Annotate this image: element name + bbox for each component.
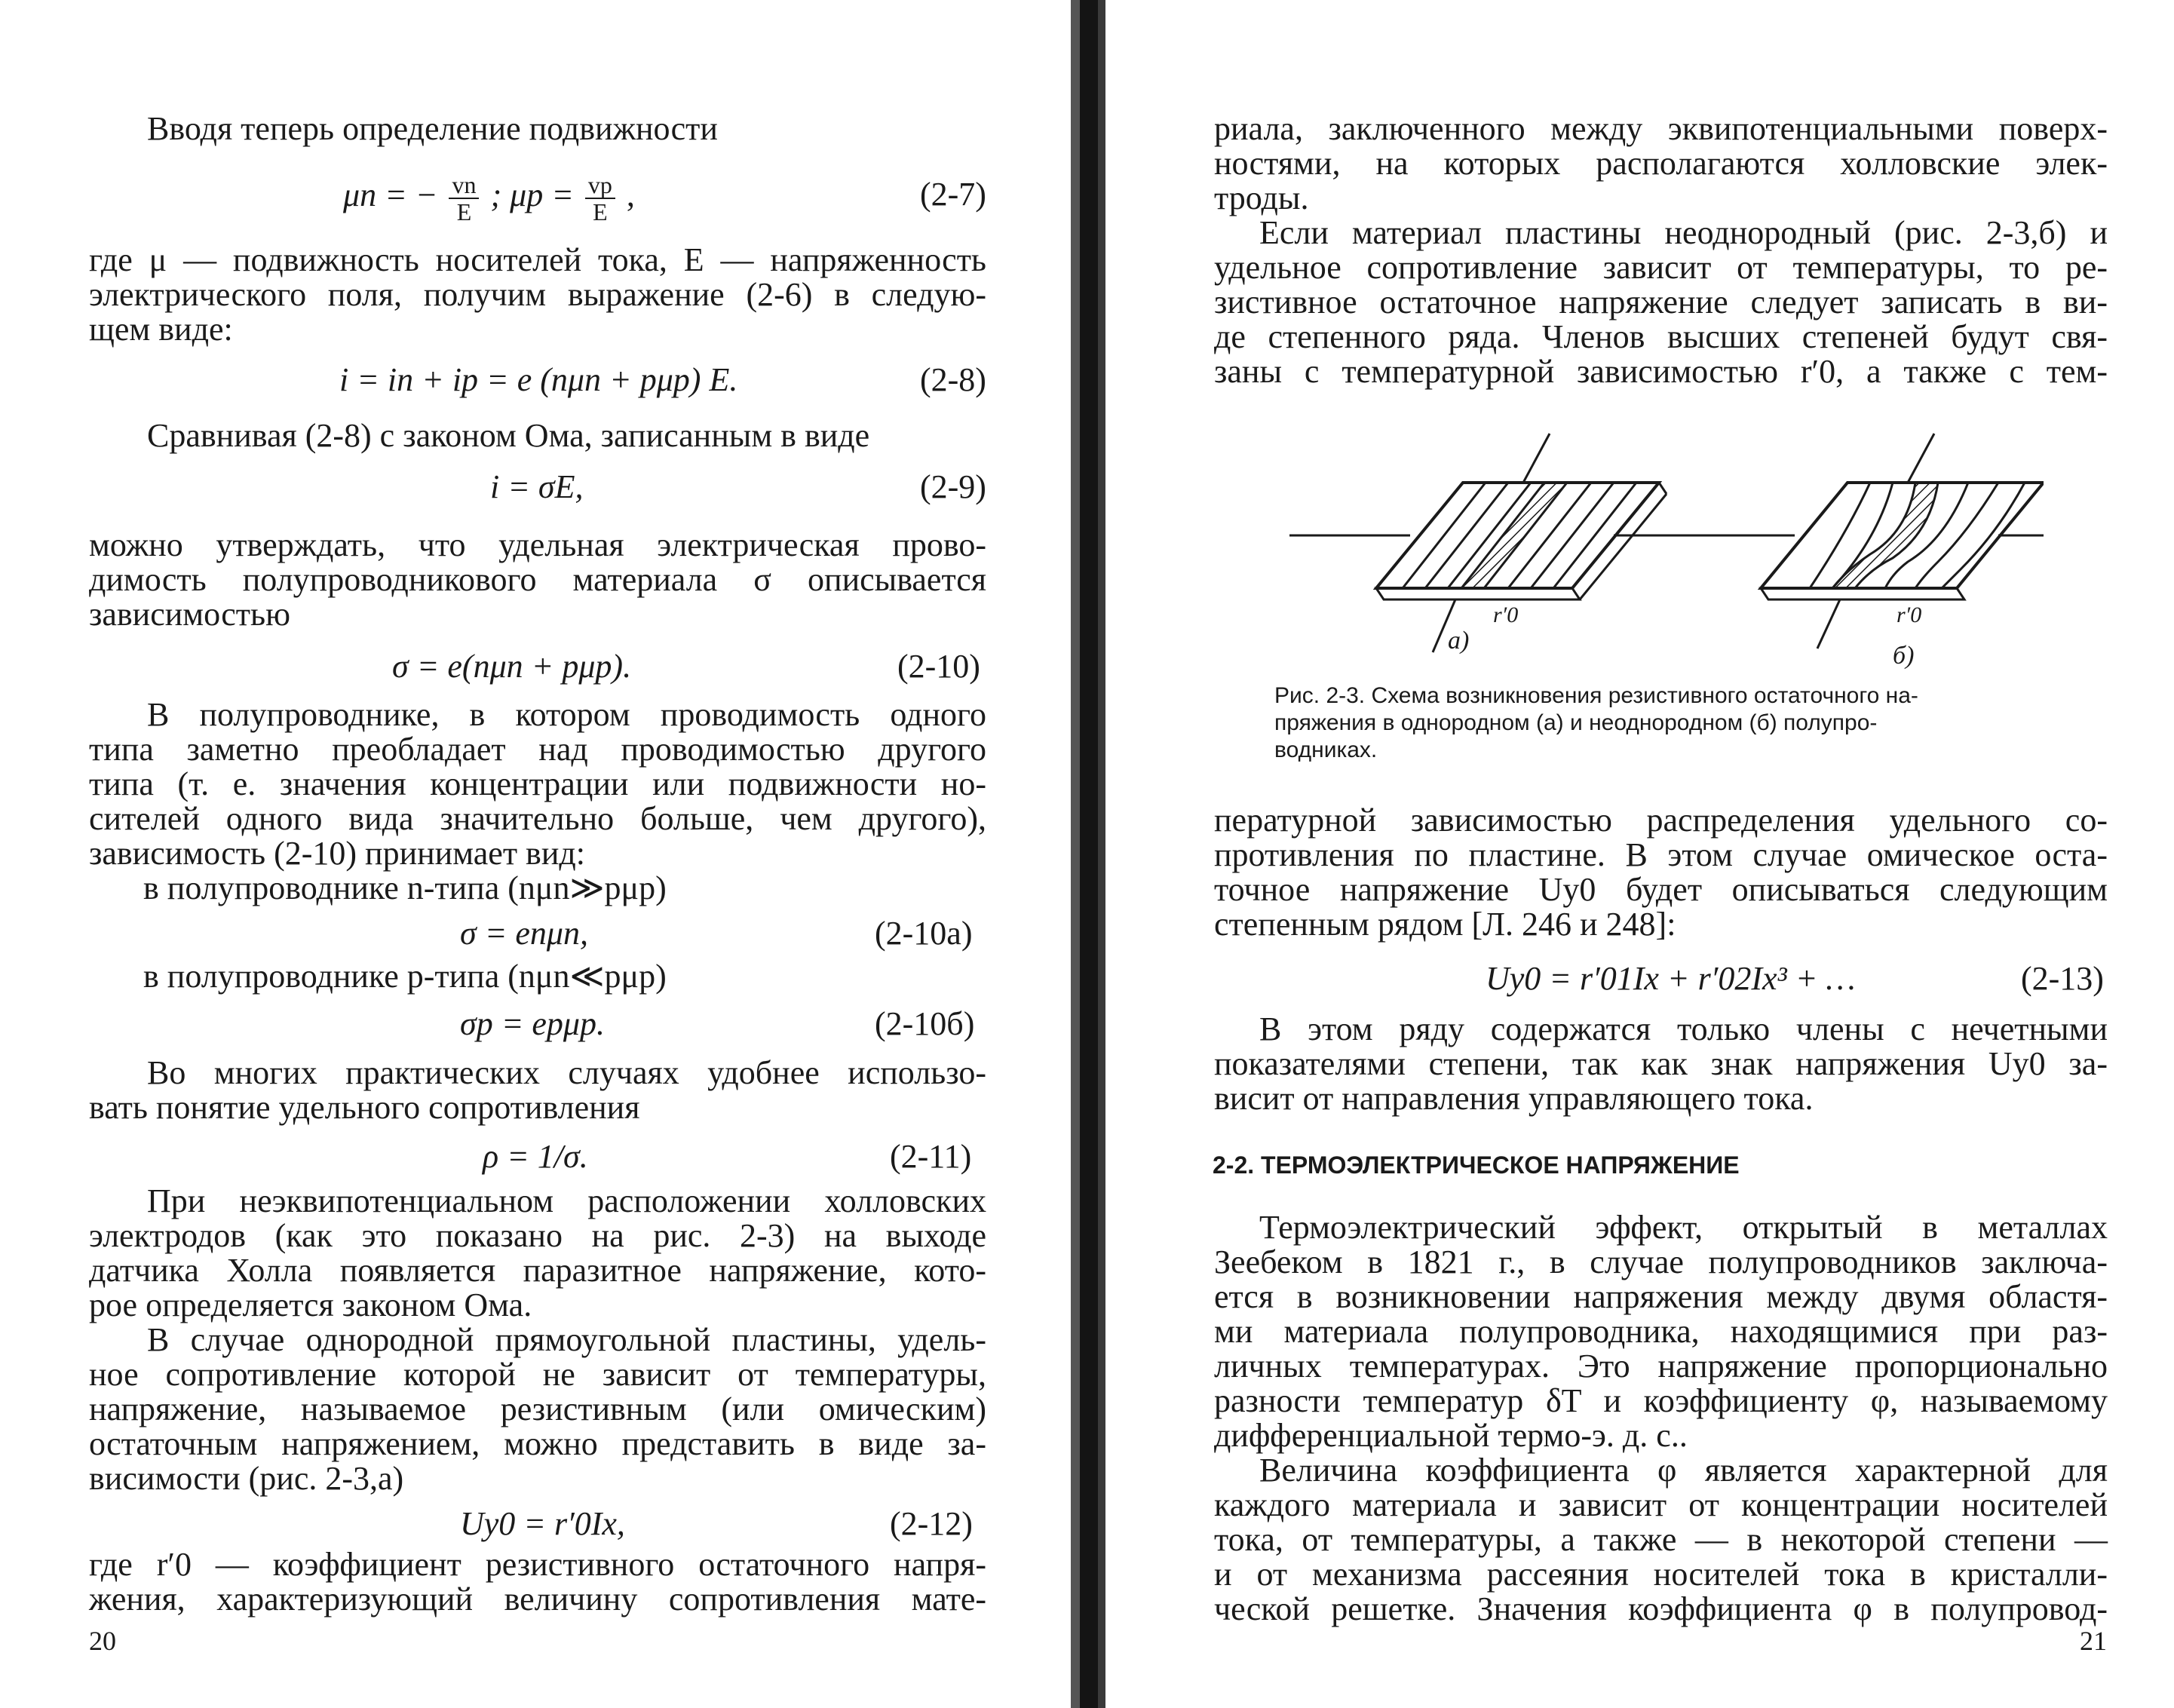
text-line: висимости (рис. 2-3,а) [89,1460,404,1497]
page-number: 21 [2080,1626,2107,1656]
figure-label-r0: r′0 [1493,603,1519,627]
text-line: ческой решетке. Значения коэффициента φ в полупровод- [1214,1590,2108,1627]
eq-part: , [626,176,635,214]
equation-2-9: i = σE, [490,468,584,505]
text-line: висит от направления управляющего тока. [1214,1080,1814,1117]
text-line: вать понятие удельного сопротивления [89,1089,640,1126]
text-line: типа (т. е. значения концентрации или подвижности но- [89,765,986,802]
text-line: противления по пластине. В этом случае омическое оста- [1214,836,2108,873]
right-page [1116,0,2174,1708]
hall-electrode-lead [1817,599,1840,649]
figure-label-a: а) [1448,627,1470,655]
text-line: Если материал пластины неоднородный (рис. 2-3,б) и [1259,214,2108,251]
equation-number: (2-11) [890,1138,972,1175]
plate-inhomogeneous [1674,434,2044,649]
text-line: троды. [1214,179,1309,216]
fraction-denominator: E [456,198,472,225]
equation-number: (2-10) [897,648,980,685]
eq-part: μn = − [343,176,438,214]
equation-number: (2-10б) [875,1005,975,1042]
text-line: удельное сопротивление зависит от температуры, то ре- [1214,249,2108,286]
hall-electrode-lead [1523,434,1550,483]
text-line: где μ — подвижность носителей тока, E — напряженность [89,241,986,278]
text-line: димость полупроводникового материала σ описывается [89,561,986,598]
text-line: пературной зависимостью распределения удельного со- [1214,802,2108,839]
text-line: рое определяется законом Ома. [89,1286,532,1323]
equation-number: (2-13) [2021,960,2104,997]
text-line: где r′0 — коэффициент резистивного остаточного напря- [89,1546,986,1583]
equation-number: (2-9) [920,468,986,505]
text-line: электрического поля, получим выражение (2-6) в следую- [89,276,986,313]
text-line: сителей одного вида значительно больше, чем другого), [89,800,986,837]
page-number: 20 [89,1626,116,1656]
text-line: можно утверждать, что удельная электрическая прово- [89,526,986,563]
figure-label-r0: r′0 [1897,603,1922,627]
equation-number: (2-8) [920,361,986,398]
text-line: ностями, на которых располагаются холловские элек- [1214,145,2108,182]
text-line: каждого материала и зависит от концентрации носителей [1214,1486,2108,1523]
book-gutter [1063,0,1120,1708]
equation-number: (2-7) [920,176,986,213]
equation-2-12: Uy0 = r′0Ix, [460,1505,625,1542]
text-line: В полупроводнике, в котором проводимость одного [147,696,986,733]
equation-2-13: Uy0 = r′01Ix + r′02Ix³ + … [1486,960,1856,997]
text-line: ется в возникновении напряжения между двумя областя- [1214,1278,2108,1315]
text-line: напряжение, называемое резистивным (или омическим) [89,1391,986,1427]
text-line: в полупроводнике n-типа (nμn≫pμp) [143,869,667,906]
equation-2-10a: σ = enμn, [460,915,589,952]
text-line: зависимостью [89,596,290,633]
text-line: остаточным напряжением, можно представить в виде за- [89,1425,986,1462]
text-line: Величина коэффициента φ является характерной для [1259,1452,2108,1489]
text-line: Сравнивая (2-8) с законом Ома, записанным в виде [147,417,870,454]
text-line: датчика Холла появляется паразитное напряжение, кото- [89,1252,986,1289]
text-line: электродов (как это показано на рис. 2-3) на выходе [89,1217,986,1254]
text-line: зависимость (2-10) принимает вид: [89,835,585,872]
text-line: разности температур δT и коэффициенту φ, называемому [1214,1382,2108,1419]
equation-number: (2-10а) [875,915,973,952]
text-line: в полупроводнике p-типа (nμn≪pμp) [143,958,667,995]
figure-caption: водниках. [1274,737,1378,762]
eq-part: ; μp = [490,176,574,214]
text-line: степенным рядом [Л. 246 и 248]: [1214,906,1676,943]
hall-electrode-lead [1908,434,1934,483]
text-line: и от механизма рассеяния носителей тока в кристалли- [1214,1556,2108,1593]
text-line: типа заметно преобладает над проводимостью другого [89,731,986,768]
equation-number: (2-12) [890,1505,973,1542]
text-line: точное напряжение Uy0 будет описываться следующим [1214,871,2108,908]
text-line: жения, характеризующий величину сопротивления мате- [89,1581,986,1618]
fraction [449,172,479,225]
text-line: При неэквипотенциальном расположении холловских [147,1182,986,1219]
text-line: заны с температурной зависимостью r′0, а также с тем- [1214,353,2108,390]
equation-2-10: σ = e(nμn + pμp). [392,648,632,685]
text-line: щем виде: [89,311,233,348]
text-line: ное сопротивление которой не зависит от температуры, [89,1356,986,1393]
fraction [585,172,615,225]
text-line: зистивное остаточное напряжение следует записать в ви- [1214,284,2108,320]
text-line: Термоэлектрический эффект, открытый в металлах [1259,1209,2108,1246]
text-line: тока, от температуры, а также — в некоторой степени — [1214,1521,2108,1558]
figure-caption: пряжения в однородном (а) и неоднородном (б) полупро- [1274,710,1878,735]
left-page [0,0,1071,1708]
figure-label-b: б) [1893,642,1915,670]
fraction-denominator: E [593,198,608,225]
equation-2-11: ρ = 1/σ. [483,1138,588,1175]
fraction-numerator: vn [449,172,479,199]
fraction-numerator: vp [585,172,615,199]
text-line: В случае однородной прямоугольной пластины, удель- [147,1321,986,1358]
text-line: личных температурах. Это напряжение пропорционально [1214,1348,2108,1384]
text-line: де степенного ряда. Членов высших степеней будут свя- [1214,318,2108,355]
text-line: ми материала полупроводника, находящимися при раз- [1214,1313,2108,1350]
text-line: Вводя теперь определение подвижности [147,110,718,147]
text-line: дифференциальной термо-э. д. с.. [1214,1417,1688,1454]
text-line: Во многих практических случаях удобнее использо- [147,1054,986,1091]
figure-2-3 [1289,419,2044,675]
text-line: В этом ряду содержатся только члены с нечетными [1259,1010,2108,1047]
text-line: риала, заключенного между эквипотенциальными поверх- [1214,110,2108,147]
text-line: показателями степени, так как знак напряжения Uy0 за- [1214,1045,2108,1082]
figure-caption: Рис. 2-3. Схема возникновения резистивного остаточного на- [1274,683,1918,708]
equation-2-7 [343,172,635,225]
equation-2-8: i = in + ip = e (nμn + pμp) E. [339,361,738,398]
equation-2-10b: σp = epμp. [460,1005,606,1042]
text-line: Зеебеком в 1821 г., в случае полупроводников заключа- [1214,1243,2108,1280]
section-heading: 2-2. ТЕРМОЭЛЕКТРИЧЕСКОЕ НАПРЯЖЕНИЕ [1213,1151,1740,1179]
